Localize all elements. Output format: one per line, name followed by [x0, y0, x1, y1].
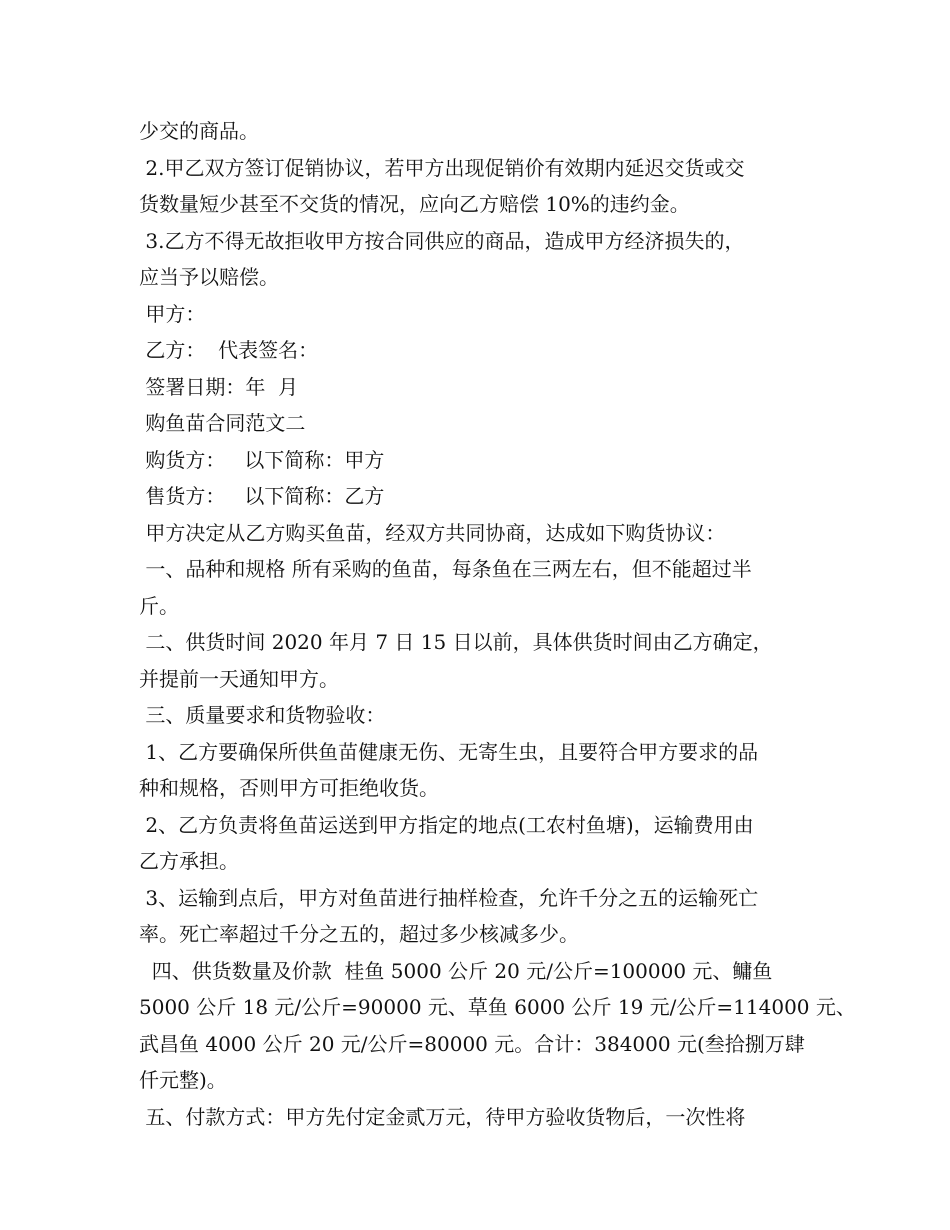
text-line: 率。死亡率超过千分之五的，超过多少核减多少。 — [139, 922, 579, 946]
text-line: 5000 公斤 18 元/公斤=90000 元、草鱼 6000 公斤 19 元/公斤=114000 元、 — [139, 995, 856, 1019]
text-line: 甲方决定从乙方购买鱼苗，经双方共同协商，达成如下购货协议： — [139, 520, 726, 545]
text-line: 二、供货时间 2020 年月 7 日 15 日以前，具体供货时间由乙方确定， — [139, 630, 773, 654]
text-line: 并提前一天通知甲方。 — [139, 666, 339, 691]
text-line: 1、乙方要确保所供鱼苗健康无伤、无寄生虫，且要符合甲方要求的品 — [139, 739, 759, 764]
text-line: 乙方承担。 — [139, 849, 239, 873]
document-body — [139, 113, 856, 1135]
text-line: 乙方： 代表签名： — [139, 338, 319, 362]
text-line: 3.乙方不得无故拒收甲方按合同供应的商品，造成甲方经济损失的， — [139, 228, 745, 253]
text-line: 少交的商品。 — [139, 119, 259, 143]
text-line: 甲方： — [139, 301, 206, 326]
text-line: 2.甲乙双方签订促销协议，若甲方出现促销价有效期内延迟交货或交 — [139, 155, 745, 180]
text-line: 应当予以赔偿。 — [139, 265, 279, 289]
text-line: 2、乙方负责将鱼苗运送到甲方指定的地点(工农村鱼塘)，运输费用由 — [139, 812, 754, 837]
text-line: 种和规格，否则甲方可拒绝收货。 — [139, 776, 439, 800]
text-line: 五、付款方式：甲方先付定金贰万元，待甲方验收货物后，一次性将 — [139, 1104, 746, 1129]
text-line: 三、质量要求和货物验收： — [139, 703, 386, 727]
text-line: 四、供货数量及价款 桂鱼 5000 公斤 20 元/公斤=100000 元、鳙鱼 — [139, 958, 773, 983]
text-line: 签署日期：年 月 — [139, 374, 299, 399]
text-line: 斤。 — [139, 593, 179, 618]
text-line: 售货方： 以下简称：乙方 — [139, 484, 385, 508]
text-line: 仟元整)。 — [139, 1068, 227, 1092]
section-heading: 购鱼苗合同范文二 — [139, 411, 306, 435]
text-line: 购货方： 以下简称：甲方 — [139, 447, 385, 472]
text-line: 3、运输到点后，甲方对鱼苗进行抽样检查，允许千分之五的运输死亡 — [139, 885, 759, 910]
text-line: 货数量短少甚至不交货的情况，应向乙方赔偿 10%的违约金。 — [139, 192, 690, 216]
text-line: 一、品种和规格 所有采购的鱼苗，每条鱼在三两左右，但不能超过半 — [139, 557, 752, 581]
text-line: 武昌鱼 4000 公斤 20 元/公斤=80000 元。合计：384000 元(叁拾捌万肆 — [139, 1031, 805, 1056]
